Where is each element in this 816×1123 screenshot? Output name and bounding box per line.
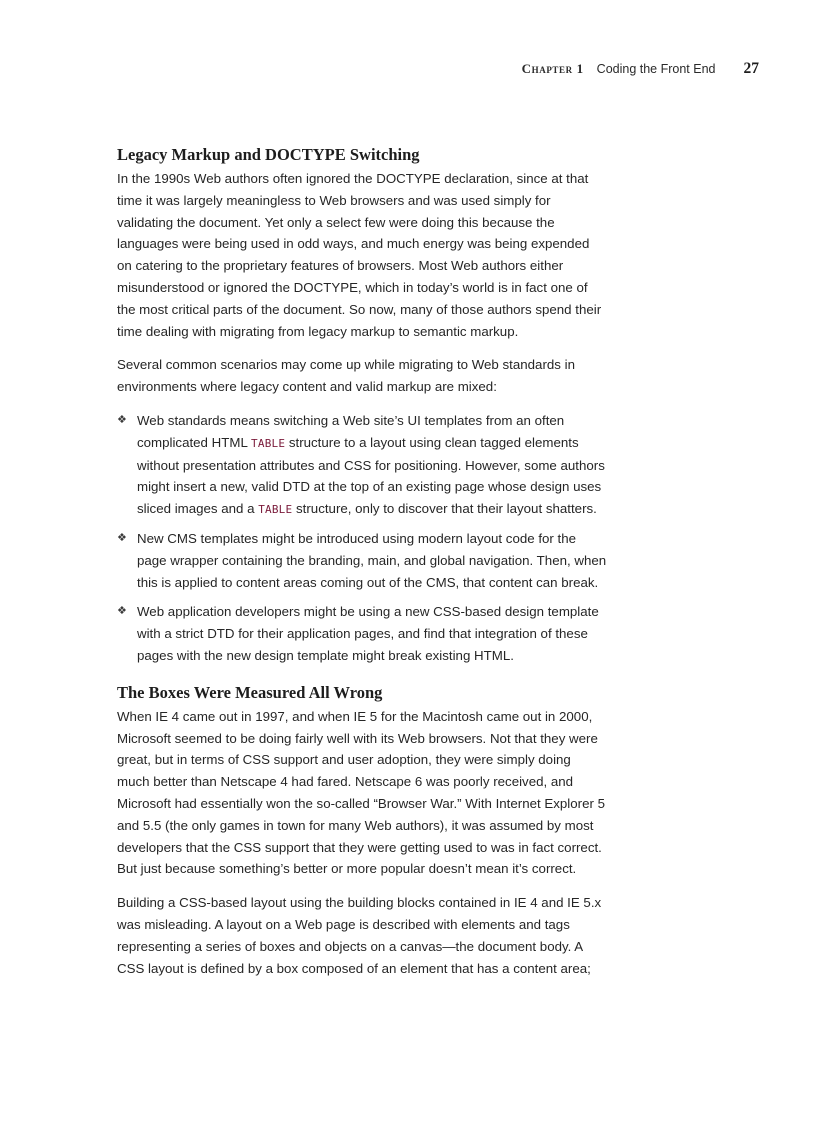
list-item: [117, 410, 607, 521]
diamond-bullet-icon: ❖: [117, 605, 127, 618]
bullet-list: [117, 410, 607, 667]
diamond-bullet-icon: ❖: [117, 532, 127, 545]
running-head: [522, 60, 759, 78]
list-item-text: structure, only to discover that their layout shatters.: [292, 501, 597, 517]
page-body: [117, 142, 607, 991]
code-term: TABLE: [258, 503, 293, 517]
section-heading-boxes: The Boxes Were Measured All Wrong: [117, 682, 383, 702]
list-item-text: New CMS templates might be introduced using modern layout code for the page wrapper containing the branding, main, and global navigation. Then, when this is applied to content areas coming out of the CMS, that content can break.: [137, 531, 607, 591]
list-item-text: Web standards means switching a Web site’s UI templates from an often complicated HTML: [137, 412, 565, 450]
list-item: [117, 601, 607, 666]
list-item-text: Web application developers might be using a new CSS-based design template with a strict DTD for their application pages, and find that integration of these pages with the new design template might break existing HTML.: [137, 604, 599, 663]
paragraph: In the 1990s Web authors often ignored the DOCTYPE declaration, since at that time it was largely meaningless to Web browsers and was used simply for validating the document. Yet only a select few were doing this because the languages were being used in odd ways, and much energy was being expended on catering to the proprietary features of browsers. Most Web authors either misunderstood or ignored the DOCTYPE, which in today’s world is in fact one of the most critical parts of the document. So now, many of those authors spend their time dealing with migrating from legacy markup to semantic markup.: [117, 171, 602, 339]
section-heading-legacy-markup: Legacy Markup and DOCTYPE Switching: [117, 145, 420, 164]
diamond-bullet-icon: ❖: [117, 413, 127, 426]
paragraph: When IE 4 came out in 1997, and when IE 5 for the Macintosh came out in 2000, Microsoft seemed to be doing fairly well with its Web browsers. Not that they were great, but in terms of CSS support and user adoption, they were simply doing much better than Netscape 4 had fared. Netscape 6 was poorly received, and Microsoft had essentially won the so-called “Browser War.” With Internet Explorer 5 and 5.5 (the only games in town for many Web authors), it was assumed by most developers that the CSS support that they were getting used to was in fact correct. But just because something’s better or more popular doesn’t mean it’s correct.: [117, 708, 605, 877]
list-item-text: structure to a layout using clean tagged elements without presentation attributes and CSS for positioning. However, some authors might insert a new, valid DTD at the top of an existing page whose design uses sliced images and a: [137, 434, 605, 517]
chapter-label: Chapter 1: [521, 61, 584, 76]
paragraph: Several common scenarios may come up while migrating to Web standards in environments where legacy content and valid markup are mixed:: [117, 357, 575, 395]
page-number: 27: [743, 60, 759, 77]
list-item: [117, 528, 607, 593]
code-term: TABLE: [251, 436, 286, 450]
paragraph: Building a CSS-based layout using the building blocks contained in IE 4 and IE 5.x was misleading. A layout on a Web page is described with elements and tags representing a series of boxes and objects on a canvas—the document body. A CSS layout is defined by a box composed of an element that has a content area;: [117, 895, 602, 976]
chapter-title: Coding the Front End: [596, 62, 716, 76]
